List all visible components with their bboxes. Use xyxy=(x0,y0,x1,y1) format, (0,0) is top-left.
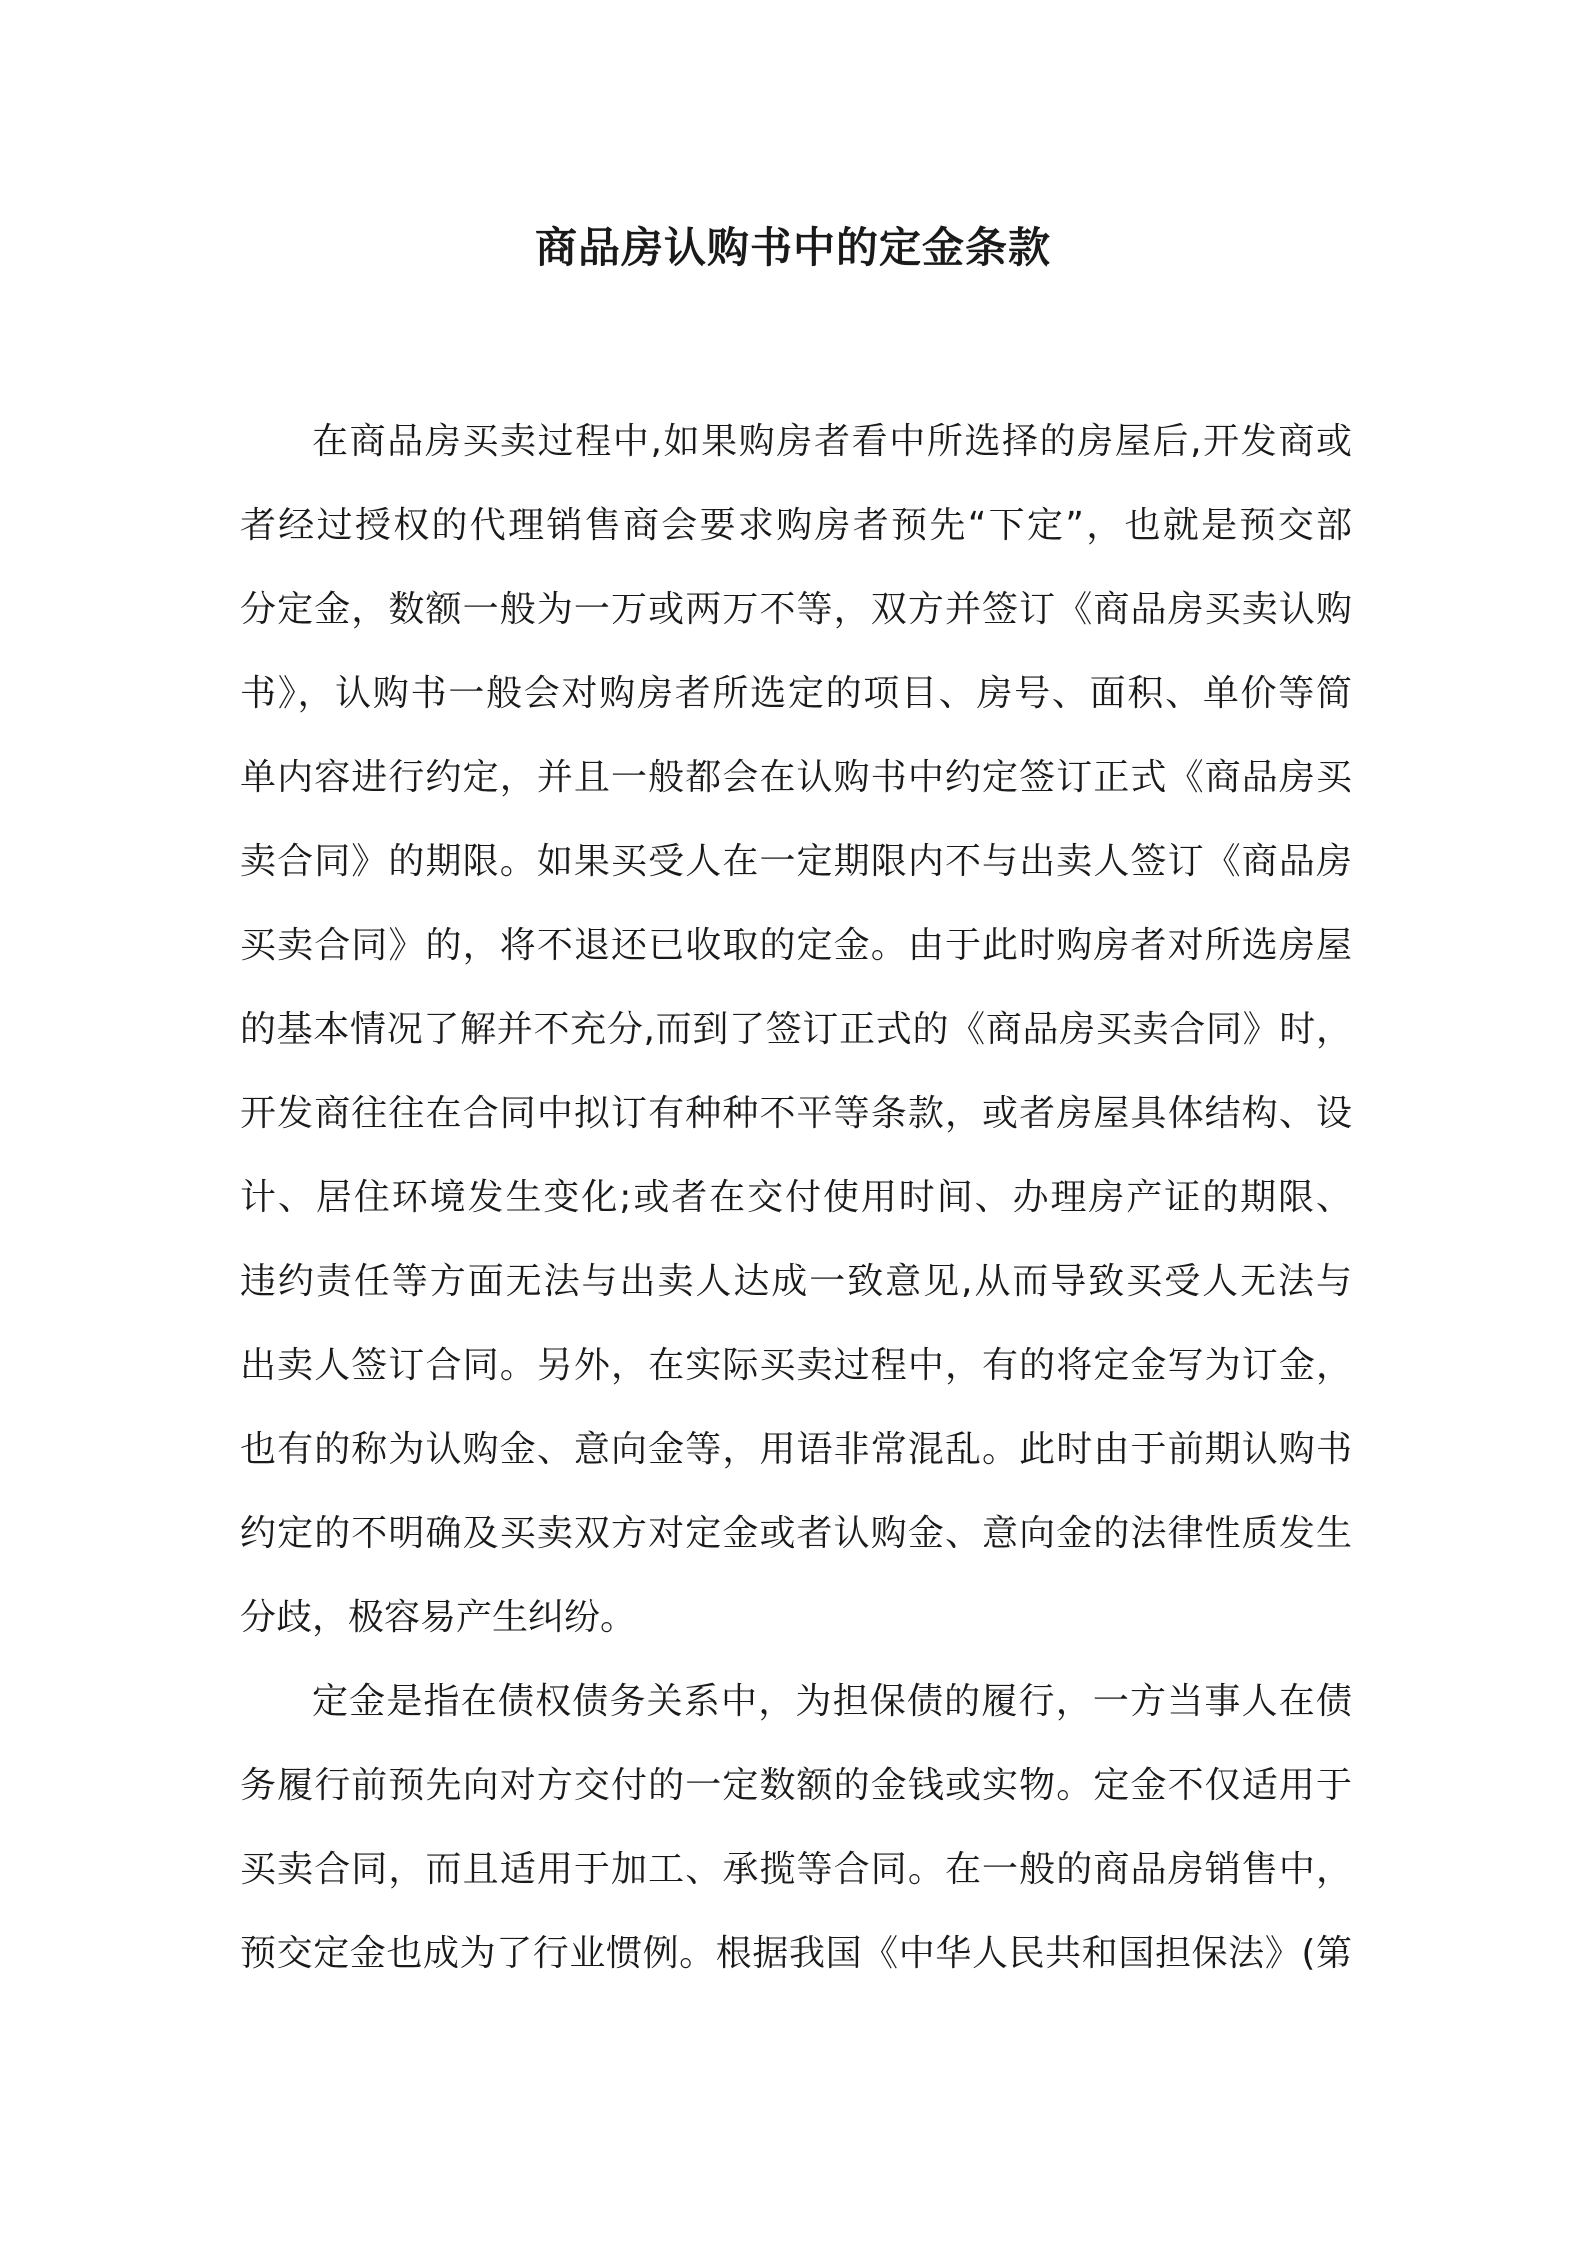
text-line: 开发商往往在合同中拟订有种种不平等条款，或者房屋具体结构、设 xyxy=(240,1093,1352,1134)
text-line: 买卖合同》的，将不退还已收取的定金。由于此时购房者对所选房屋 xyxy=(240,925,1352,966)
text-line: 出卖人签订合同。另外，在实际买卖过程中，有的将定金写为订金， xyxy=(240,1345,1352,1386)
text-line: 分歧，极容易产生纠纷。 xyxy=(240,1597,637,1638)
text-line: 卖合同》的期限。如果买受人在一定期限内不与出卖人签订《商品房 xyxy=(240,841,1352,882)
text-line: 预交定金也成为了行业惯例。根据我国《中华人民共和国担保法》(第 xyxy=(240,1933,1352,1974)
text-line: 计、居住环境发生变化;或者在交付使用时间、办理房产证的期限、 xyxy=(240,1177,1352,1218)
text-line: 定金是指在债权债务关系中，为担保债的履行，一方当事人在债 xyxy=(312,1681,1352,1722)
text-line: 约定的不明确及买卖双方对定金或者认购金、意向金的法律性质发生 xyxy=(240,1513,1352,1554)
document-title: 商品房认购书中的定金条款 xyxy=(534,223,1051,272)
text-line: 分定金，数额一般为一万或两万不等，双方并签订《商品房买卖认购 xyxy=(240,589,1352,630)
text-line: 买卖合同，而且适用于加工、承揽等合同。在一般的商品房销售中， xyxy=(240,1849,1352,1890)
paragraph-2 xyxy=(240,1660,1352,1996)
text-line: 者经过授权的代理销售商会要求购房者预先“下定”，也就是预交部 xyxy=(240,505,1352,546)
text-line: 违约责任等方面无法与出卖人达成一致意见,从而导致买受人无法与 xyxy=(240,1261,1352,1302)
text-line: 的基本情况了解并不充分,而到了签订正式的《商品房买卖合同》时， xyxy=(240,1009,1352,1050)
text-line: 书》，认购书一般会对购房者所选定的项目、房号、面积、单价等简 xyxy=(240,673,1352,714)
document-body xyxy=(240,400,1352,1996)
text-line: 在商品房买卖过程中,如果购房者看中所选择的房屋后,开发商或 xyxy=(312,421,1352,462)
text-line: 也有的称为认购金、意向金等，用语非常混乱。此时由于前期认购书 xyxy=(240,1429,1352,1470)
text-line: 单内容进行约定，并且一般都会在认购书中约定签订正式《商品房买 xyxy=(240,757,1352,798)
paragraph-1 xyxy=(240,400,1352,1660)
text-line: 务履行前预先向对方交付的一定数额的金钱或实物。定金不仅适用于 xyxy=(240,1765,1352,1806)
